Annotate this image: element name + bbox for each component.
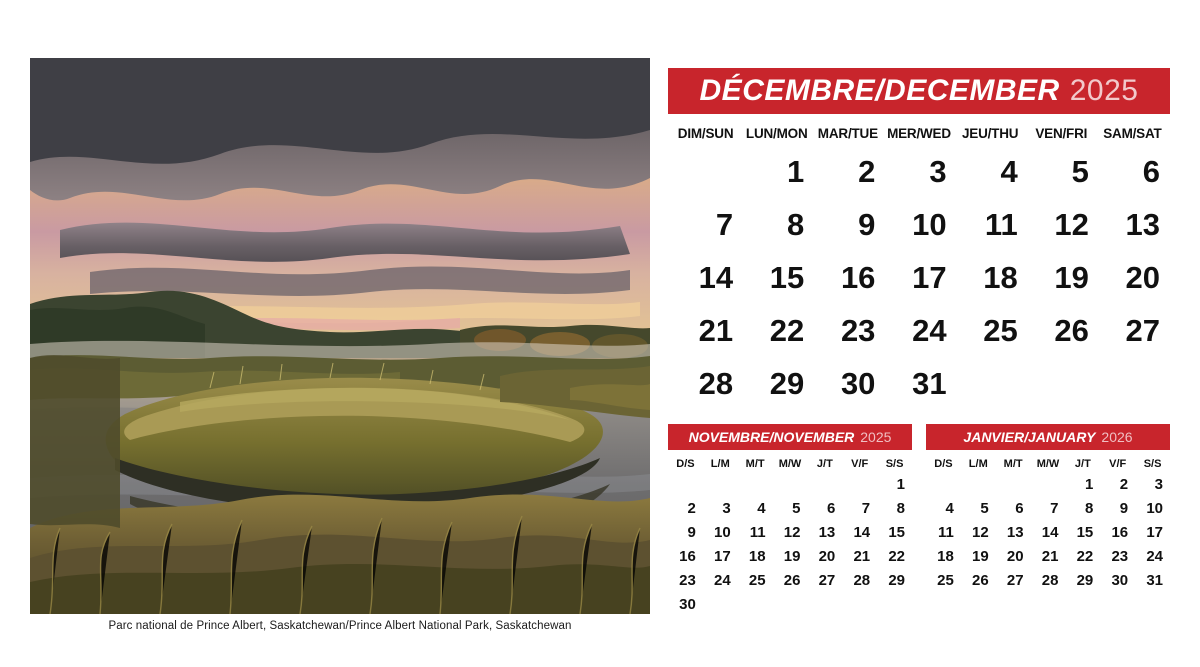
day-cell: 25 [937, 571, 954, 589]
day-cell: 8 [1084, 499, 1094, 517]
day-cell: 14 [853, 523, 871, 541]
next-month-calendar [926, 424, 1170, 592]
weekday-label: D/S [676, 458, 695, 470]
day-cell: 27 [1125, 312, 1160, 348]
weekday-label: D/S [934, 458, 953, 470]
day-cell: 19 [972, 547, 989, 565]
day-cell: 27 [818, 571, 836, 589]
next-month-header [926, 424, 1170, 450]
day-cell [773, 472, 808, 496]
day-cell: 30 [1111, 571, 1129, 589]
day-cell: 10 [912, 206, 947, 242]
day-cell: 21 [853, 547, 871, 565]
weekday-label: LUN/MON [745, 126, 808, 141]
day-cell: 18 [748, 547, 766, 565]
day-cell: 24 [714, 571, 731, 589]
day-cell: 4 [945, 499, 954, 517]
day-cell: 29 [1076, 571, 1094, 589]
day-cell: 16 [1111, 523, 1129, 541]
day-cell: 9 [858, 206, 876, 242]
day-cell: 21 [698, 312, 734, 348]
day-cell: 11 [937, 523, 954, 541]
marsh-sunset-photo [30, 58, 650, 614]
previous-month-year: 2025 [860, 429, 892, 445]
day-cell: 7 [1050, 499, 1059, 517]
day-cell: 13 [818, 523, 836, 541]
day-cell [807, 592, 842, 616]
weekday-label: M/W [778, 458, 802, 470]
day-cell [807, 472, 842, 496]
day-cell: 3 [1154, 475, 1163, 493]
weekday-label: MAR/TUE [817, 126, 878, 141]
day-cell: 23 [679, 571, 696, 589]
weekday-label: S/S [1143, 458, 1162, 470]
main-month-name: DÉCEMBRE/DECEMBER [699, 74, 1060, 107]
day-cell: 5 [980, 499, 989, 517]
main-month-header [668, 68, 1170, 114]
weekday-label: V/F [1109, 458, 1127, 470]
weekday-label: J/T [1074, 458, 1091, 470]
day-cell [738, 592, 773, 616]
day-cell [1031, 472, 1066, 496]
day-cell: 18 [983, 259, 1018, 295]
day-cell [1097, 357, 1168, 410]
next-month-name: JANVIER/JANUARY [963, 429, 1096, 445]
previous-month-name: NOVEMBRE/NOVEMBER [688, 429, 855, 445]
day-cell: 2 [858, 153, 876, 189]
day-cell: 15 [888, 523, 905, 541]
previous-weekday-row [668, 458, 912, 470]
day-cell: 16 [840, 259, 876, 295]
day-cell: 2 [687, 499, 696, 517]
day-cell: 5 [1071, 153, 1089, 189]
day-cell [703, 592, 738, 616]
day-cell [670, 145, 741, 198]
day-cell: 3 [929, 153, 947, 189]
day-cell: 24 [1146, 547, 1163, 565]
day-cell: 26 [1054, 312, 1089, 348]
day-cell [738, 472, 773, 496]
weekday-label: J/T [816, 458, 833, 470]
day-cell: 15 [1076, 523, 1094, 541]
day-cell: 7 [715, 206, 734, 242]
day-cell: 3 [722, 499, 731, 517]
next-weekday-row [926, 458, 1170, 470]
weekday-label: SAM/SAT [1103, 126, 1162, 141]
day-cell [668, 472, 703, 496]
day-cell: 7 [861, 499, 871, 517]
day-cell: 15 [769, 259, 805, 295]
day-cell: 12 [783, 523, 801, 541]
main-month-year: 2025 [1069, 74, 1139, 107]
day-cell [703, 472, 738, 496]
day-cell: 4 [757, 499, 766, 517]
day-cell: 26 [972, 571, 989, 589]
day-cell: 17 [714, 547, 731, 565]
day-cell: 28 [1041, 571, 1059, 589]
previous-month-calendar [668, 424, 912, 616]
day-cell: 16 [679, 547, 696, 565]
day-cell: 20 [1125, 259, 1160, 295]
day-cell: 17 [1146, 523, 1163, 541]
day-cell: 20 [818, 547, 836, 565]
day-cell: 25 [748, 571, 766, 589]
day-cell: 23 [840, 312, 876, 348]
day-cell: 22 [769, 312, 805, 348]
day-cell: 14 [698, 259, 734, 295]
day-cell: 27 [1006, 571, 1024, 589]
day-cell [1026, 357, 1097, 410]
day-cell: 24 [912, 312, 947, 348]
day-cell: 14 [1041, 523, 1059, 541]
day-cell: 6 [826, 499, 836, 517]
main-month-calendar [668, 68, 1170, 410]
main-weekday-row [668, 126, 1170, 141]
day-cell [773, 592, 808, 616]
weekday-label: JEU/THU [961, 126, 1019, 141]
main-day-grid [668, 145, 1170, 410]
next-month-year: 2026 [1101, 429, 1133, 445]
day-cell: 18 [937, 547, 954, 565]
weekday-label: MER/WED [887, 126, 951, 141]
day-cell: 13 [1006, 523, 1024, 541]
day-cell: 25 [983, 312, 1018, 348]
day-cell: 12 [1054, 206, 1089, 242]
day-cell [996, 472, 1031, 496]
day-cell: 11 [984, 206, 1018, 242]
day-cell: 2 [1119, 475, 1129, 493]
day-cell: 5 [792, 499, 801, 517]
day-cell: 19 [783, 547, 801, 565]
day-cell: 8 [896, 499, 905, 517]
day-cell: 30 [679, 595, 696, 613]
weekday-label: M/W [1036, 458, 1060, 470]
weekday-label: L/M [710, 458, 730, 470]
previous-month-header [668, 424, 912, 450]
day-cell: 31 [1146, 571, 1163, 589]
day-cell: 11 [749, 523, 766, 541]
day-cell: 9 [1119, 499, 1129, 517]
day-cell: 8 [787, 206, 805, 242]
weekday-label: VEN/FRI [1035, 126, 1088, 141]
day-cell [955, 357, 1026, 410]
day-cell: 1 [896, 475, 905, 493]
day-cell: 22 [888, 547, 905, 565]
day-cell: 28 [853, 571, 871, 589]
day-cell: 22 [1076, 547, 1094, 565]
day-cell [842, 472, 877, 496]
photo-caption: Parc national de Prince Albert, Saskatchewan/Prince Albert National Park, Saskatchewan [108, 620, 572, 632]
day-cell [877, 592, 912, 616]
day-cell: 4 [1000, 153, 1018, 189]
day-cell: 10 [1146, 499, 1163, 517]
day-cell: 1 [787, 153, 805, 189]
weekday-label: M/T [745, 458, 765, 470]
day-cell: 6 [1015, 499, 1024, 517]
day-cell: 10 [714, 523, 731, 541]
weekday-label: S/S [885, 458, 904, 470]
weekday-label: DIM/SUN [677, 126, 734, 141]
day-cell: 9 [687, 523, 696, 541]
previous-day-grid [668, 472, 912, 616]
day-cell [842, 592, 877, 616]
day-cell [926, 472, 961, 496]
day-cell [961, 472, 996, 496]
next-day-grid [926, 472, 1170, 592]
day-cell: 31 [912, 365, 947, 401]
day-cell: 6 [1142, 153, 1160, 189]
day-cell: 13 [1125, 206, 1160, 242]
day-cell: 26 [783, 571, 801, 589]
day-cell: 23 [1111, 547, 1129, 565]
weekday-label: M/T [1003, 458, 1023, 470]
day-cell: 29 [769, 365, 805, 401]
day-cell: 29 [888, 571, 905, 589]
day-cell: 12 [972, 523, 989, 541]
photo-panel [30, 58, 650, 632]
day-cell: 1 [1084, 475, 1094, 493]
weekday-label: V/F [851, 458, 869, 470]
weekday-label: L/M [968, 458, 988, 470]
day-cell: 17 [912, 259, 947, 295]
day-cell: 19 [1054, 259, 1089, 295]
day-cell: 30 [840, 365, 876, 401]
day-cell: 21 [1041, 547, 1059, 565]
day-cell: 20 [1006, 547, 1024, 565]
day-cell: 28 [698, 365, 734, 401]
